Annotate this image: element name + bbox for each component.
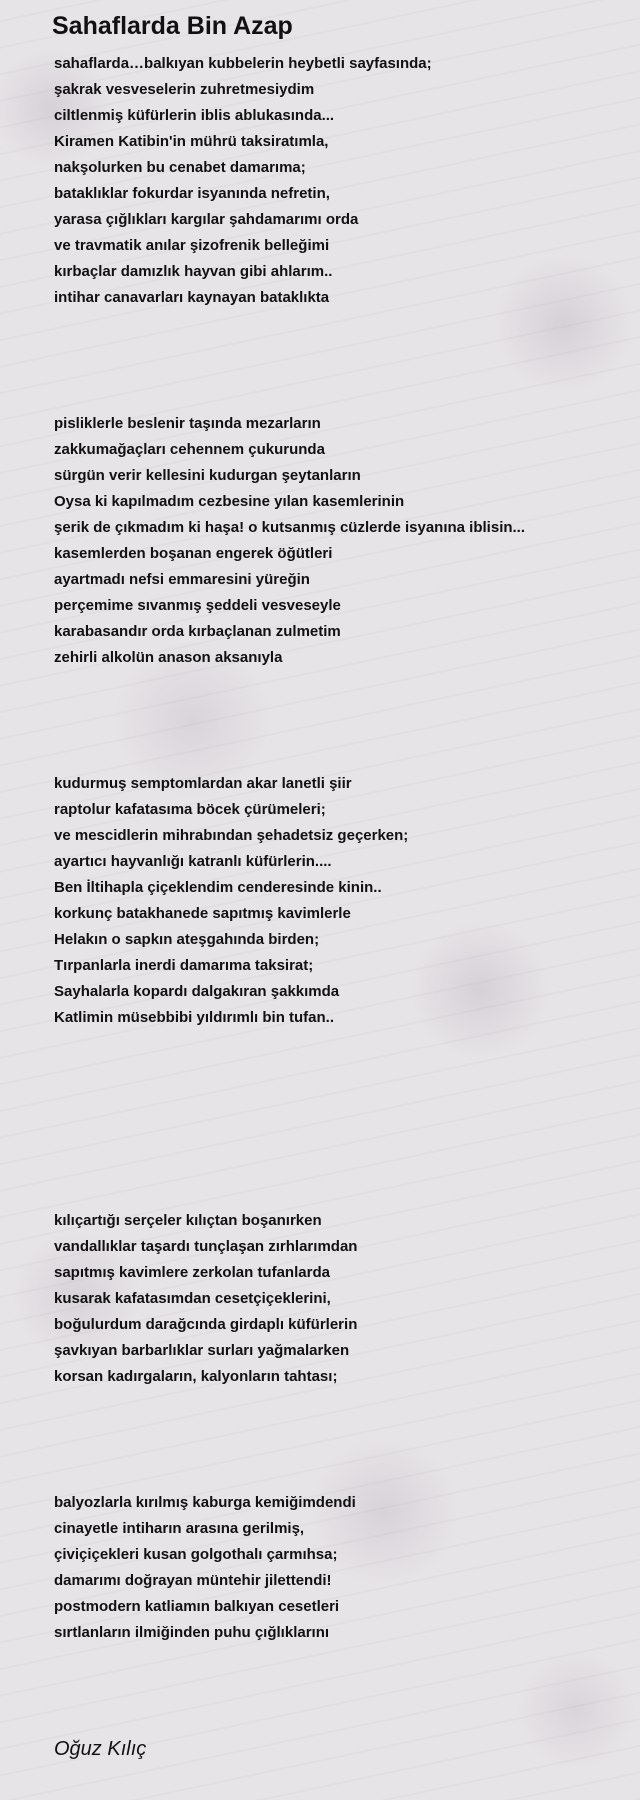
poem-line: kasemlerden boşanan engerek öğütleri bbox=[54, 545, 333, 562]
poem-line: şavkıyan barbarlıklar surları yağmalarken bbox=[54, 1342, 350, 1359]
poem-line: yarasa çığlıkları kargılar şahdamarımı orda bbox=[54, 211, 359, 228]
poem-line: Oysa ki kapılmadım cezbesine yılan kasemlerinin bbox=[54, 493, 405, 510]
poem-line: karabasandır orda kırbaçlanan zulmetim bbox=[54, 623, 341, 640]
poem-line: kırbaçlar damızlık hayvan gibi ahlarım.. bbox=[54, 263, 333, 280]
poem-line: Tırpanlarla inerdi damarıma taksirat; bbox=[54, 957, 314, 974]
poem-line: raptolur kafatasıma böcek çürümeleri; bbox=[54, 801, 326, 818]
poem-line: sırtlanların ilmiğinden puhu çığlıklarını bbox=[54, 1624, 330, 1641]
poem-title: Sahaflarda Bin Azap bbox=[52, 12, 293, 40]
poem-line: korkunç batakhanede sapıtmış kavimlerle bbox=[54, 905, 351, 922]
stanza-3 bbox=[54, 771, 634, 1031]
poem-line: sapıtmış kavimlere zerkolan tufanlarda bbox=[54, 1264, 330, 1281]
stanza-1 bbox=[54, 51, 634, 311]
poem-line: ve mescidlerin mihrabından şehadetsiz geçerken; bbox=[54, 827, 409, 844]
stanza-5 bbox=[54, 1490, 634, 1646]
poem-line: cinayetle intiharın arasına gerilmiş, bbox=[54, 1520, 305, 1537]
poem-line: Kiramen Katibin'in mührü taksiratımla, bbox=[54, 133, 329, 150]
poem-line: Ben İltihapla çiçeklendim cenderesinde kinin.. bbox=[54, 879, 382, 896]
poem-line: Sayhalarla kopardı dalgakıran şakkımda bbox=[54, 983, 340, 1000]
poem-line: zehirli alkolün anason aksanıyla bbox=[54, 649, 283, 666]
poem-line: damarımı doğrayan müntehir jilettendi! bbox=[54, 1572, 332, 1589]
poem-line: çiviçiçekleri kusan golgothalı çarmıhsa; bbox=[54, 1546, 338, 1563]
poem-line: balyozlarla kırılmış kaburga kemiğimdendi bbox=[54, 1494, 356, 1511]
poem-line: korsan kadırgaların, kalyonların tahtası; bbox=[54, 1368, 338, 1385]
poem-line: ayartıcı hayvanlığı katranlı küfürlerin.... bbox=[54, 853, 332, 870]
poem-line: sürgün verir kellesini kudurgan şeytanların bbox=[54, 467, 361, 484]
poem-line: kılıçartığı serçeler kılıçtan boşanırken bbox=[54, 1212, 322, 1229]
poem-line: kudurmuş semptomlardan akar lanetli şiir bbox=[54, 775, 352, 792]
poem-line: Helakın o sapkın ateşgahında birden; bbox=[54, 931, 320, 948]
poem-line: sahaflarda…balkıyan kubbelerin heybetli sayfasında; bbox=[54, 55, 432, 72]
poem-line: kusarak kafatasımdan cesetçiçeklerini, bbox=[54, 1290, 331, 1307]
poem-line: intihar canavarları kaynayan bataklıkta bbox=[54, 289, 330, 306]
poem-line: vandallıklar taşardı tunçlaşan zırhlarımdan bbox=[54, 1238, 358, 1255]
poem-author: Oğuz Kılıç bbox=[54, 1738, 147, 1760]
poem-line: ve travmatik anılar şizofrenik belleğimi bbox=[54, 237, 330, 254]
poem-line: postmodern katliamın balkıyan cesetleri bbox=[54, 1598, 340, 1615]
poem-line: şakrak vesveselerin zuhretmesiydim bbox=[54, 81, 315, 98]
poem-line: şerik de çıkmadım ki haşa! o kutsanmış cüzlerde isyanına iblisin... bbox=[54, 519, 526, 536]
poem-line: bataklıklar fokurdar isyanında nefretin, bbox=[54, 185, 330, 202]
poem-line: Katlimin müsebbibi yıldırımlı bin tufan.. bbox=[54, 1009, 335, 1026]
poem-line: nakşolurken bu cenabet damarıma; bbox=[54, 159, 306, 176]
poem-line: ciltlenmiş küfürlerin iblis ablukasında... bbox=[54, 107, 335, 124]
poem-line: ayartmadı nefsi emmaresini yüreğin bbox=[54, 571, 310, 588]
poem-line: boğulurdum darağcında girdaplı küfürlerin bbox=[54, 1316, 358, 1333]
stanza-4 bbox=[54, 1208, 634, 1390]
poem-line: pisliklerle beslenir taşında mezarların bbox=[54, 415, 321, 432]
poem-line: zakkumağaçları cehennem çukurunda bbox=[54, 441, 325, 458]
poem-line: perçemime sıvanmış şeddeli vesveseyle bbox=[54, 597, 341, 614]
stanza-2 bbox=[54, 411, 634, 671]
